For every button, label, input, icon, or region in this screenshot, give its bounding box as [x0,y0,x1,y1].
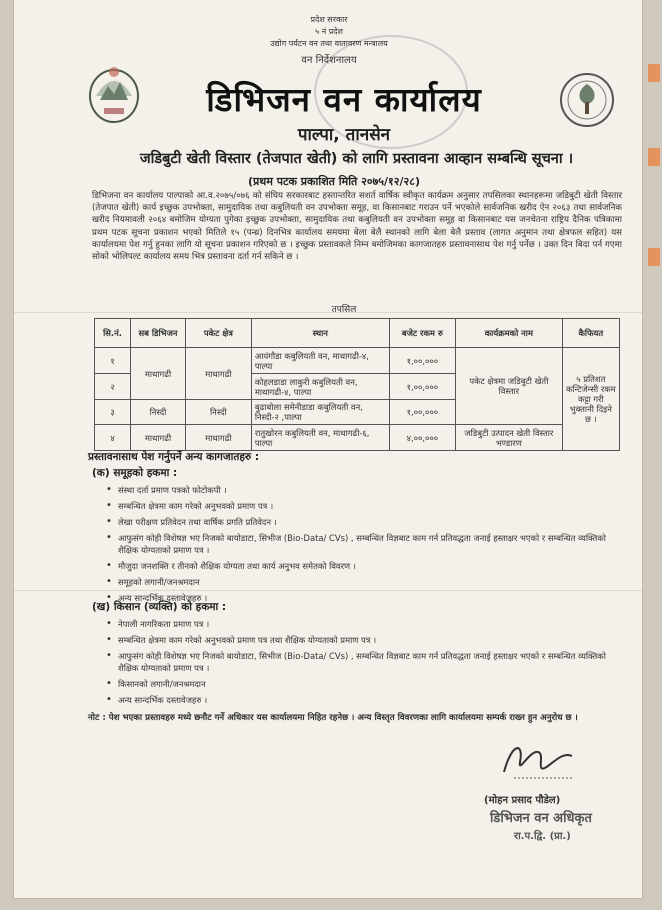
publish-date: (प्रथम पटक प्रकाशित मिति २०७५/१२/२८) [248,175,420,188]
list-item: • संस्था दर्ता प्रमाण पत्रको फोटोकपी । [106,484,622,496]
cell-pocket: माथागढी [185,425,251,451]
cell-subdivision: निस्दी [131,400,186,425]
list-item: • सम्बन्धित क्षेत्रमा काम गरेको अनुभवको प्रमाण पत्र तथा शैक्षिक योग्यताको प्रमाण पत्र । [106,634,622,646]
cell-pocket: निस्दी [185,400,251,425]
table-row [95,425,620,451]
cell-subdivision: माथागढी [131,425,186,451]
cell-sn: ३ [95,400,131,425]
nepal-emblem-icon [86,60,142,126]
header-line-3: उद्योग पर्यटन वन तथा वातावरण मन्त्रालय [270,39,388,48]
document-page [14,0,642,898]
cell-place: आयंगौडा कबुलियती वन, माथागढी-४, पाल्पा [251,348,389,374]
signatory-name: (मोहन प्रसाद पौडेल) [484,795,561,806]
cell-place: कोहलडाडा लाकुरी कबुलियती वन, माथागढी-४, पाल्पा [251,374,389,400]
cell-program: पकेट क्षेत्रमा जडिबुटी खेती विस्तार [456,348,563,425]
list-item: • अन्य सान्दर्भिक दस्तावेजहरु । [106,592,622,604]
cell-program: जडिबुटी उत्पादन खेती विस्तार भण्डारण [456,425,563,451]
list-item: • आफुसंग कोही विशेषज्ञ भए निजको बायोडाटा, सिभीज (Bio-Data/ CVs) , सम्बन्धित विज्ञबाट काम गर्न प्रतिवद्धता जनाई हस्ताक्षर भएको र सम्बन्धित व्यक्तिको शैक्षिक योग्यताको प्रमाण पत्र । [106,650,622,674]
sticky-tab [648,148,660,166]
list-item: • सम्बन्धित क्षेत्रमा काम गरेको अनुभवको प्रमाण पत्र । [106,500,622,512]
handwritten-signature [494,732,584,792]
col-header-pocket: पकेट क्षेत्र [185,319,251,348]
cell-place: बुढाबोला समेनीडाडा कबुलियती वन, निस्दी-२ ,पाल्पा [251,400,389,425]
cell-pocket: माथागढी [185,348,251,400]
sticky-tab [648,64,660,82]
list-item: • किसानको लगानी/जनश्रमदान [106,678,622,690]
list-item: • समूहको लगानी/जनश्रमदान [106,576,622,588]
cell-sn: १ [95,348,131,374]
col-header-budget: बजेट रकम रु [389,319,455,348]
cell-budget: ४,००,००० [389,425,455,451]
list-item: • अन्य सान्दर्भिक दस्तावेजहरु । [106,694,622,706]
group-a-title: (क) समूहको हकमा : [92,467,178,479]
col-header-place: स्थान [251,319,389,348]
list-item: • मौजुदा जनशक्ति र तीनको शैक्षिक योग्यता तथा कार्य अनुभव समेतको विवरण । [106,560,622,572]
notice-body: डिभिजना वन कार्यालय पाल्पाको आ.व.२०७५/०७६ को संघिय सरकारबाट हस्तान्तरित सशर्त वार्षिक स्वीकृत कार्यक्रम अनुसार तपसिलका स्थानहरूमा जडिबुटी खेती विस्तार (तेजपात खेती) कार्य इच्छुक उपभोक्ता, सामुदायिक तथा कबुलियती वन उपभोक्ता समूह, वा किसानबाट गराउन पर्ने भएकोले सार्वजनिक खरीद ऐन २०६३ तथा सार्वजनिक खरीद नियमावली २०६४ बमोजिम योग्यता पुगेका इच्छुक उपभोक्ता, सामुदायिक तथा कबुलियती वन उपभोक्ता समूह वा किसानबाट यस जनचेतना राष्ट्रिय दैनिक पत्रिकामा प्रथम पटक सूचना प्रकाशन भएको मितिले १५ (पन्ध्र) दिनभित्र कार्यालय समयमा बेला बेलै स्थानको लागि बेला बेलै प्रस्ताव (लागत अनुमान तथा क्षेत्रफल सहित) यस कार्यालयमा पेश गर्नु हुनका लागि यो सूचना प्रकाशन गरिएको छ । इच्छुक प्रस्तावकले निम्न बमोजिमका कागजातहरु प्रस्तावनासाथ पेश गर्नु पर्नेछ । उक्त दिन बिदा पर्न गएमा सोको भोलिपल्ट कार्यालय समय भित्र प्रस्तावना दर्ता गर्न सकिने छ । [92,191,622,263]
office-title: डिभिजन वन कार्यालय [206,80,482,119]
col-header-sn: सि.नं. [95,319,131,348]
cell-subdivision: माथागढी [131,348,186,400]
header-line-1: प्रदेश सरकार [310,15,348,24]
list-item: • लेखा परीक्षण प्रतिवेदन तथा वार्षिक प्रगति प्रतिवेदन । [106,516,622,528]
col-header-remark: कैफियत [562,319,619,348]
signatory-post: रा.प.द्वि. (प्रा.) [514,831,571,842]
notice-title: जडिबुटी खेती विस्तार (तेजपात खेती) को लागि प्रस्तावना आव्हान सम्बन्धि सूचना । [139,151,574,167]
office-location: पाल्पा, तानसेन [297,125,391,145]
table-caption: तपसिल [331,305,357,315]
cell-budget: १,००,००० [389,348,455,374]
group-b-title: (ख) किसान (व्यक्ति) को हकमा : [92,601,227,613]
cell-budget: १,००,००० [389,400,455,425]
cell-sn: २ [95,374,131,400]
cell-sn: ४ [95,425,131,451]
col-header-subdivision: सब डिभिजन [131,319,186,348]
group-b-list [106,618,622,710]
header-line-4: वन निर्देशनालय [301,55,357,66]
table-row [95,348,620,374]
signatory-office: डिभिजन वन अधिकृत [490,811,592,826]
footer-note: नोट : पेश भएका प्रस्तावहरु मध्ये छनौट गर्ने अधिकार यस कार्यालयमा निहित रहनेछ । अन्य विस्तृत विवरणका लागि कार्यालयमा सम्पर्क राख्न हुन अनुरोध छ । [88,713,578,723]
cell-budget: १,००,००० [389,374,455,400]
details-table [94,318,620,451]
col-header-program: कार्यक्रमको नाम [456,319,563,348]
table-header-row [95,319,620,348]
list-item: • नेपाली नागरिकता प्रमाण पत्र । [106,618,622,630]
cell-remark: ५ प्रतिशत कन्टिजेन्सी रकम कट्टा गरी भुक्तानी दिइने छ । [562,348,619,451]
list-item: • आफुसंग कोही विशेषज्ञ भए निजको बायोडाटा, सिभीज (Bio-Data/ CVs) , सम्बन्धित विज्ञबाट काम गर्न प्रतिवद्धता जनाई हस्ताक्षर भएको र सम्बन्धित व्यक्तिको शैक्षिक योग्यताको प्रमाण पत्र । [106,532,622,556]
forest-department-logo-icon [559,72,615,128]
group-a-list [106,484,622,608]
cell-place: रातुखोरन कबुलियती वन, माथागढी-६, पाल्पा [251,425,389,451]
header-line-2: ५ नं प्रदेश [315,27,343,36]
sticky-tab [648,248,660,266]
documents-heading: प्रस्तावनासाथ पेश गर्नुपर्ने अन्य कागजातहरु : [88,451,260,463]
